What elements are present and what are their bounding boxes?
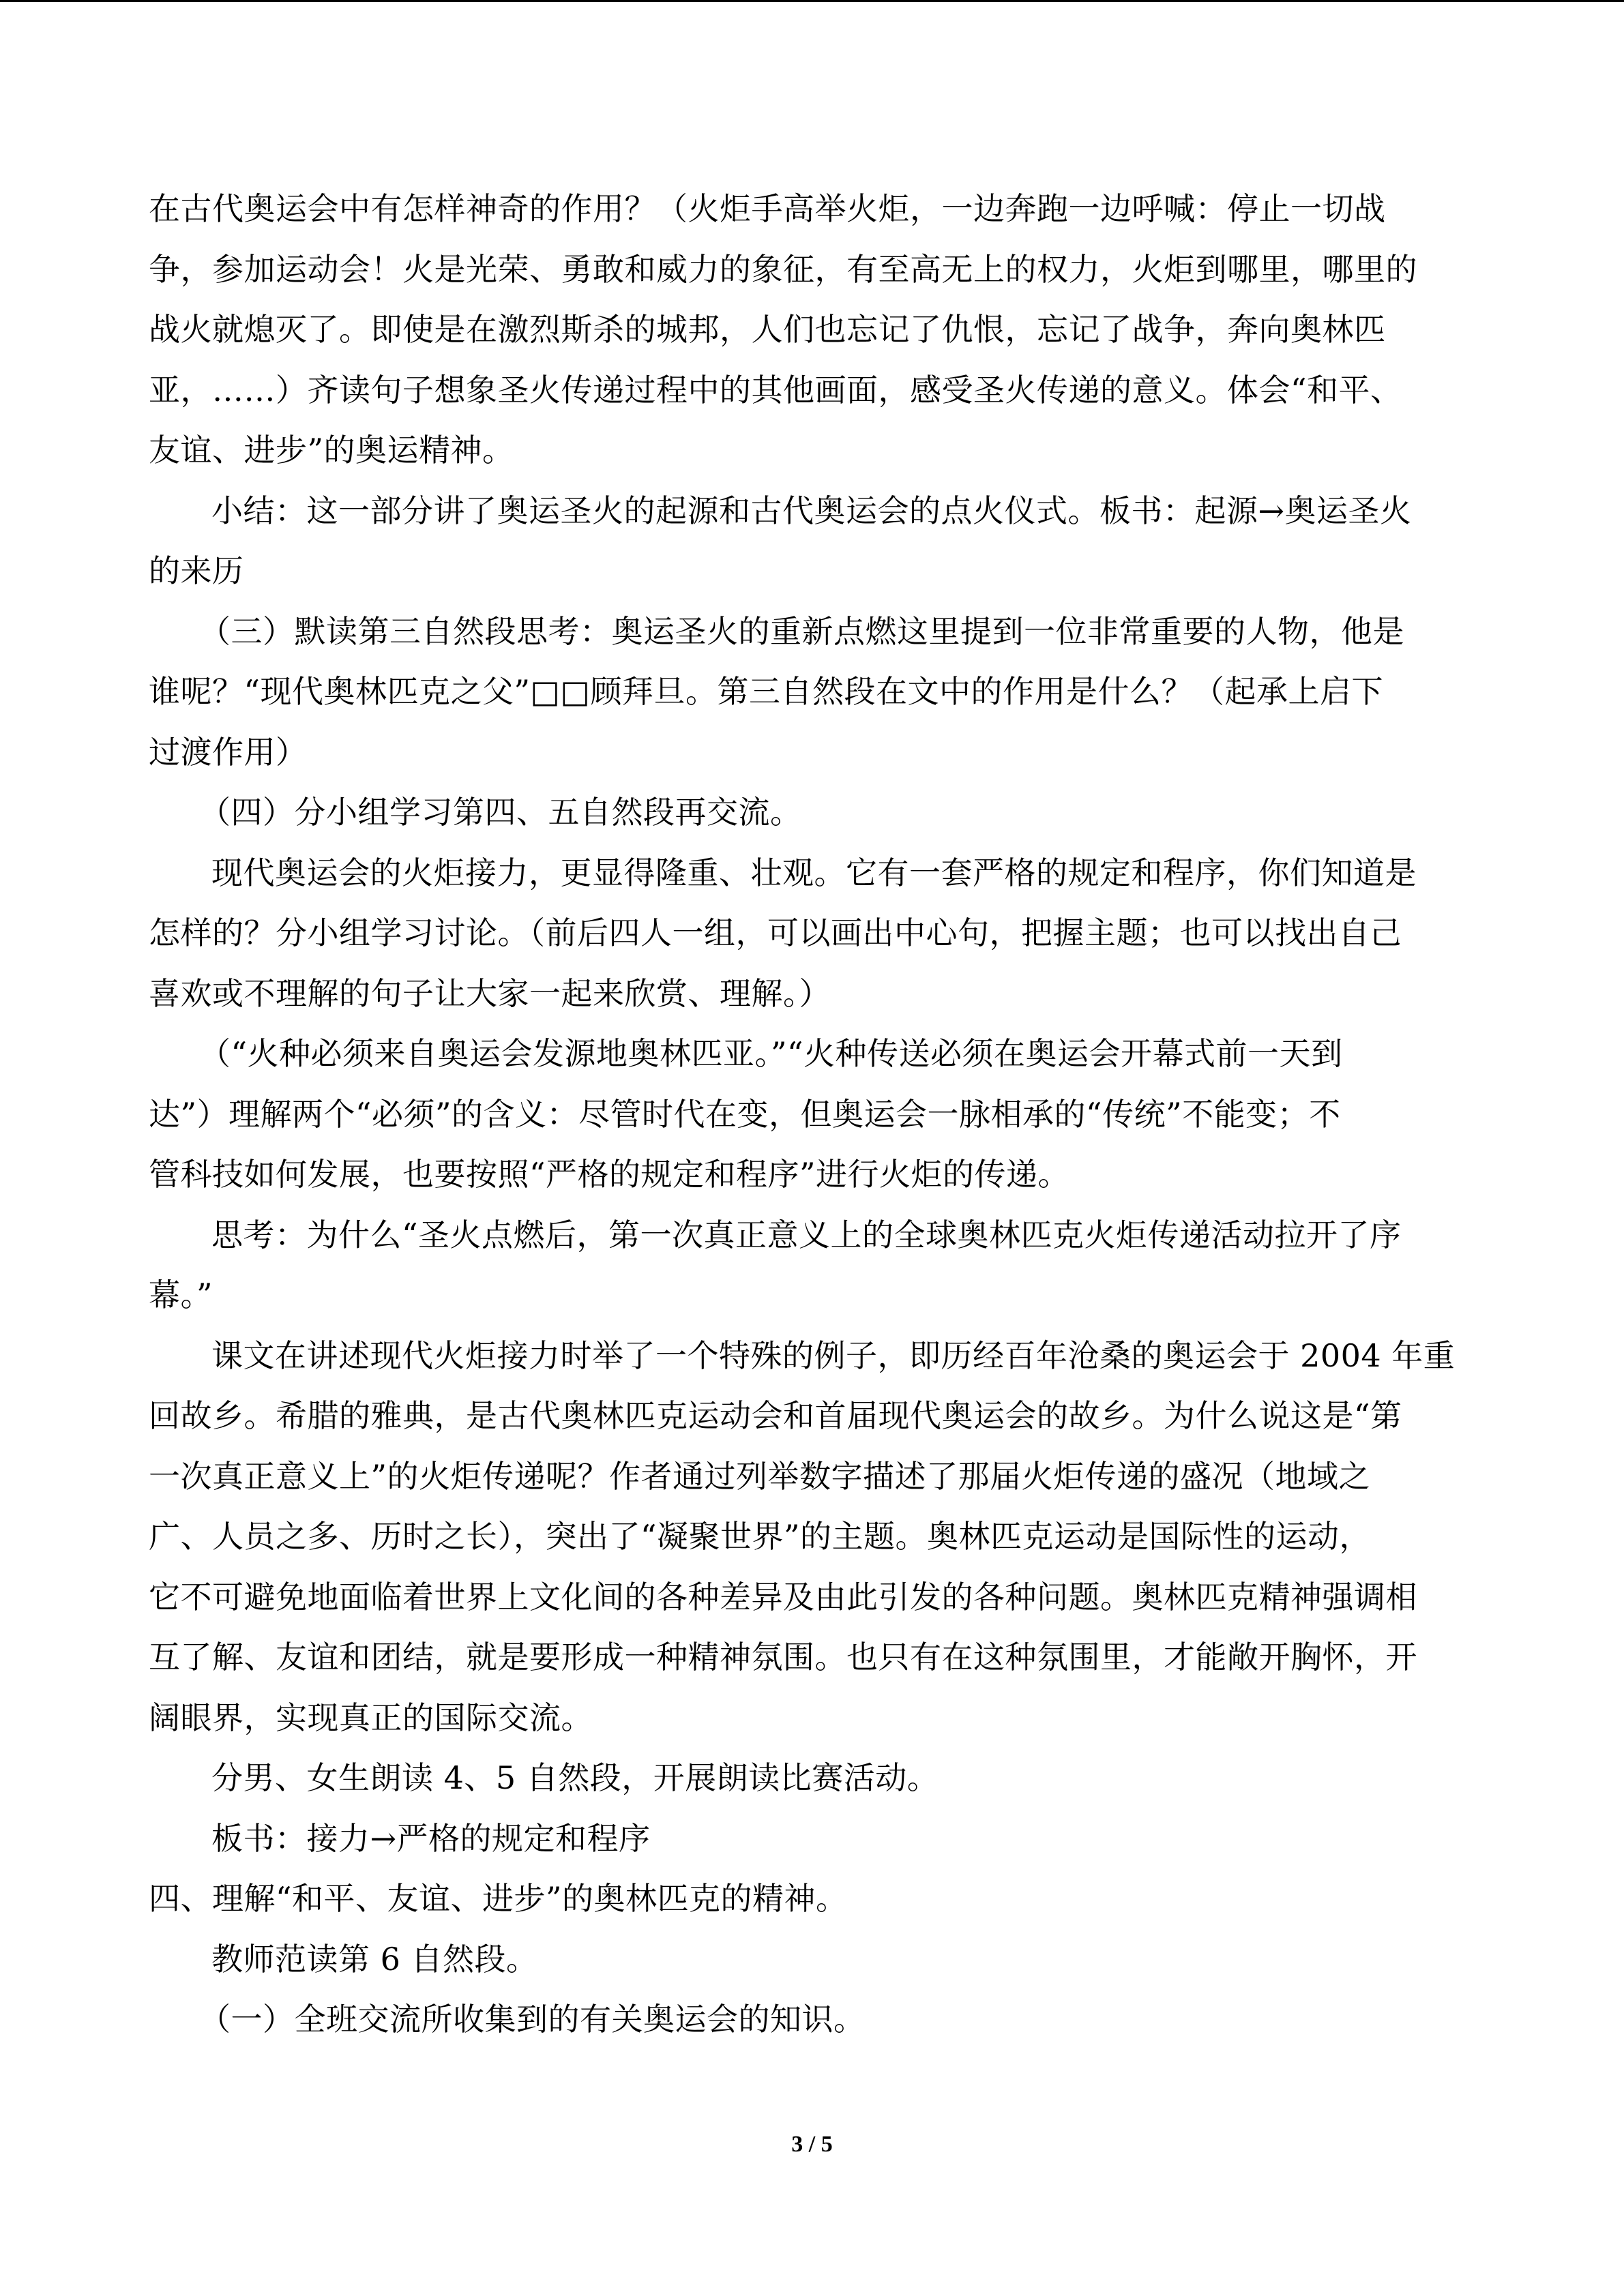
body-line: （“火种必须来自奥运会发源地奥林匹亚。”“火种传送必须在奥运会开幕式前一天到 xyxy=(199,1035,1343,1072)
body-line: 怎样的？分小组学习讨论。（前后四人一组，可以画出中心句，把握主题；也可以找出自己 xyxy=(149,914,1402,951)
body-line: 一次真正意义上”的火炬传递呢？作者通过列举数字描述了那届火炬传递的盛况（地域之 xyxy=(149,1457,1371,1495)
body-line: 幕。” xyxy=(149,1277,213,1313)
body-line: 小结：这一部分讲了奥运圣火的起源和古代奥运会的点火仪式。板书：起源→奥运圣火 xyxy=(211,492,1412,529)
body-line: 分男、女生朗读 4、5 自然段，开展朗读比赛活动。 xyxy=(211,1759,939,1796)
body-line: 阔眼界，实现真正的国际交流。 xyxy=(149,1699,593,1736)
body-line: 课文在讲述现代火炬接力时举了一个特殊的例子，即历经百年沧桑的奥运会于 2004 年重 xyxy=(211,1337,1456,1374)
body-line: （三）默读第三自然段思考：奥运圣火的重新点燃这里提到一位非常重要的人物，他是 xyxy=(199,612,1404,650)
body-line: 回故乡。希腊的雅典，是古代奥林匹克运动会和首届现代奥运会的故乡。为什么说这是“第 xyxy=(149,1397,1402,1434)
body-line: 喜欢或不理解的句子让大家一起来欣赏、理解。） xyxy=(149,974,831,1012)
body-line: 亚，……）齐读句子想象圣火传递过程中的其他画面，感受圣火传递的意义。体会“和平、 xyxy=(149,371,1402,408)
body-line: 争，参加运动会！火是光荣、勇敢和威力的象征，有至高无上的权力，火炬到哪里，哪里的 xyxy=(149,250,1417,288)
body-line: 谁呢？“现代奥林匹克之父”□□顾拜旦。第三自然段在文中的作用是什么？（起承上启下 xyxy=(149,673,1383,710)
body-line: 板书：接力→严格的规定和程序 xyxy=(211,1819,651,1857)
body-line: （一）全班交流所收集到的有关奥运会的知识。 xyxy=(199,2001,866,2038)
section-heading: 四、理解“和平、友谊、进步”的奥林匹克的精神。 xyxy=(149,1880,848,1917)
body-line: 管科技如何发展，也要按照“严格的规定和程序”进行火炬的传递。 xyxy=(149,1156,1070,1193)
page-number: 3 / 5 xyxy=(791,2132,833,2157)
body-line: 的来历 xyxy=(149,552,244,589)
body-line: 友谊、进步”的奥运精神。 xyxy=(149,432,514,468)
body-line: 思考：为什么“圣火点燃后，第一次真正意义上的全球奥林匹克火炬传递活动拉开了序 xyxy=(211,1216,1402,1253)
body-line: 广、人员之多、历时之长），突出了“凝聚世界”的主题。奥林匹克运动是国际性的运动， xyxy=(149,1518,1372,1555)
body-line: （四）分小组学习第四、五自然段再交流。 xyxy=(199,794,802,831)
body-line: 它不可避免地面临着世界上文化间的各种差异及由此引发的各种问题。奥林匹克精神强调相 xyxy=(149,1578,1417,1615)
document-body xyxy=(149,190,1472,2061)
body-line: 达”）理解两个“必须”的含义：尽管时代在变，但奥运会一脉相承的“传统”不能变；不 xyxy=(149,1095,1341,1133)
body-line: 现代奥运会的火炬接力，更显得隆重、壮观。它有一套严格的规定和程序，你们知道是 xyxy=(211,854,1417,891)
body-line: 过渡作用） xyxy=(149,733,308,771)
body-line: 在古代奥运会中有怎样神奇的作用？（火炬手高举火炬，一边奔跑一边呼喊：停止一切战 xyxy=(149,190,1386,227)
body-line: 教师范读第 6 自然段。 xyxy=(211,1940,538,1978)
top-border-line xyxy=(0,0,1624,2)
body-line: 战火就熄灭了。即使是在激烈斯杀的城邦，人们也忘记了仇恨，忘记了战争，奔向奥林匹 xyxy=(149,311,1386,348)
body-line: 互了解、友谊和团结，就是要形成一种精神氛围。也只有在这种氛围里，才能敞开胸怀，开 xyxy=(149,1639,1417,1675)
